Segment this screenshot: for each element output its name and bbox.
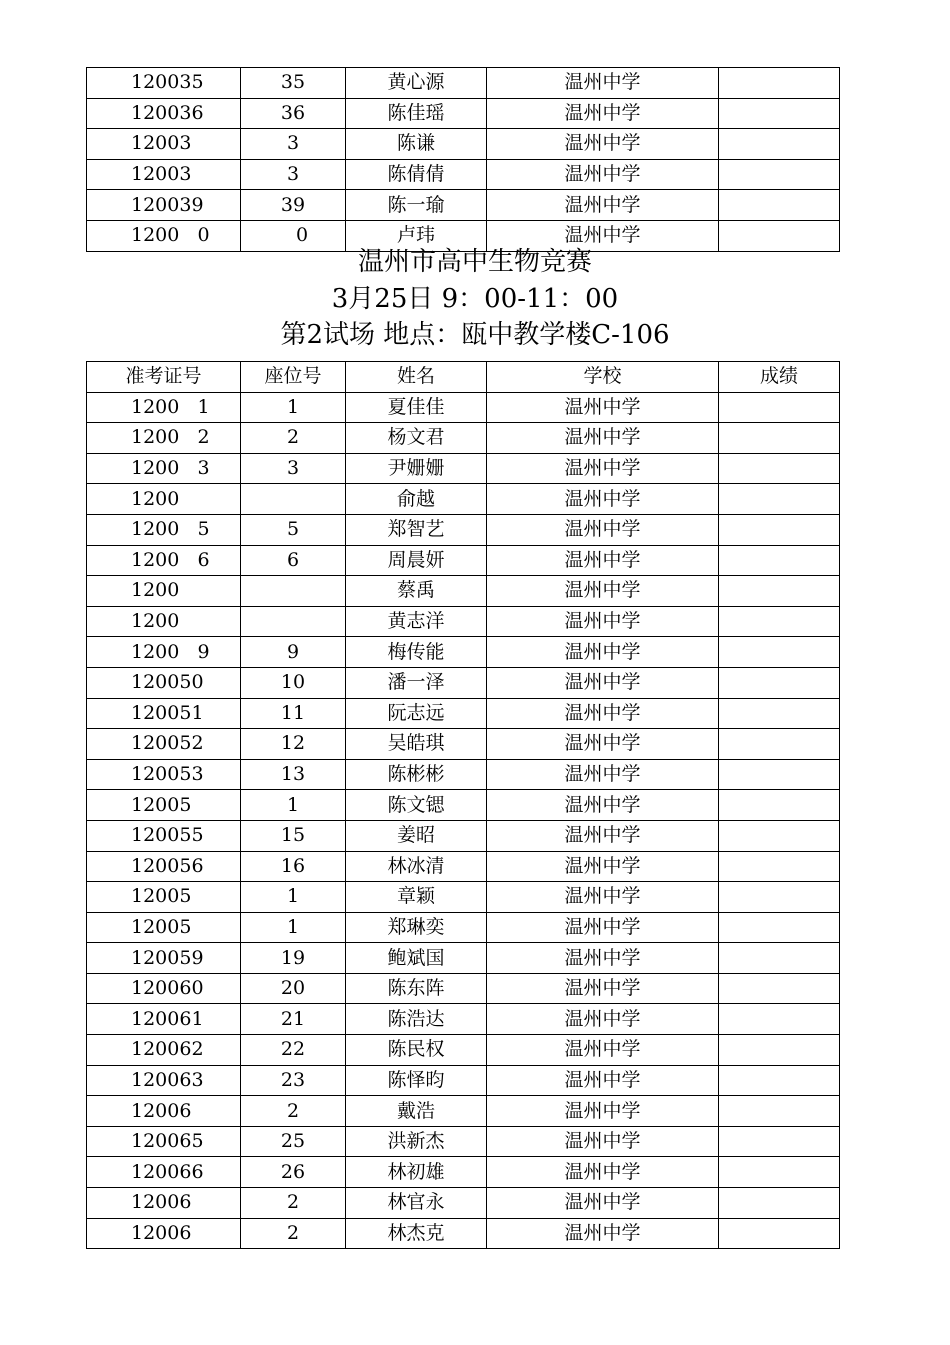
table-row <box>87 1126 840 1157</box>
exam-id-cell: 120055 <box>87 820 241 851</box>
score-cell <box>719 790 840 821</box>
header-seat-number: 座位号 <box>241 362 346 393</box>
student-name-cell: 郑智艺 <box>346 514 487 545</box>
school-cell: 温州中学 <box>487 637 719 668</box>
table-row <box>87 790 840 821</box>
exam-id-cell: 120036 <box>87 98 241 129</box>
header-score: 成绩 <box>719 362 840 393</box>
student-name-cell: 蔡禹 <box>346 576 487 607</box>
seat-number-cell: 3 <box>241 453 346 484</box>
school-cell: 温州中学 <box>487 1065 719 1096</box>
seat-number-cell: 10 <box>241 667 346 698</box>
school-cell: 温州中学 <box>487 1218 719 1249</box>
school-cell: 温州中学 <box>487 1096 719 1127</box>
school-cell: 温州中学 <box>487 698 719 729</box>
exam-id-cell: 12005 <box>87 882 241 913</box>
competition-title: 温州市高中生物竞赛 <box>357 247 592 277</box>
seat-number-cell <box>241 484 346 515</box>
school-cell: 温州中学 <box>487 1004 719 1035</box>
seat-number-cell: 19 <box>241 943 346 974</box>
student-name-cell: 陈文锶 <box>346 790 487 821</box>
exam-id-cell: 1200 0 <box>87 220 241 251</box>
student-name-cell: 黄心源 <box>346 68 487 99</box>
student-name-cell: 黄志洋 <box>346 606 487 637</box>
school-cell: 温州中学 <box>487 68 719 99</box>
table-row <box>87 882 840 913</box>
seat-number-cell: 2 <box>241 1218 346 1249</box>
seat-number-cell: 13 <box>241 759 346 790</box>
table-row <box>87 667 840 698</box>
school-cell: 温州中学 <box>487 392 719 423</box>
table-row <box>87 943 840 974</box>
student-name-cell: 林杰克 <box>346 1218 487 1249</box>
score-cell <box>719 392 840 423</box>
seat-number-cell: 9 <box>241 637 346 668</box>
score-cell <box>719 637 840 668</box>
score-cell <box>719 759 840 790</box>
seat-number-cell: 0 <box>241 220 346 251</box>
student-name-cell: 陈民权 <box>346 1035 487 1066</box>
score-cell <box>719 220 840 251</box>
exam-room-2-roster-table <box>86 361 840 1249</box>
exam-id-cell: 120056 <box>87 851 241 882</box>
school-cell: 温州中学 <box>487 882 719 913</box>
exam-id-cell: 120050 <box>87 667 241 698</box>
table-row <box>87 637 840 668</box>
exam-id-cell: 1200 6 <box>87 545 241 576</box>
score-cell <box>719 973 840 1004</box>
exam-id-cell: 1200 2 <box>87 423 241 454</box>
school-cell: 温州中学 <box>487 220 719 251</box>
student-name-cell: 洪新杰 <box>346 1126 487 1157</box>
school-cell: 温州中学 <box>487 1157 719 1188</box>
exam-time: 3月25日 9：00-11：00 <box>331 284 619 314</box>
table-row <box>87 392 840 423</box>
table-row <box>87 1157 840 1188</box>
seat-number-cell: 39 <box>241 190 346 221</box>
seat-number-cell <box>241 576 346 607</box>
score-cell <box>719 943 840 974</box>
score-cell <box>719 159 840 190</box>
exam-id-cell: 120061 <box>87 1004 241 1035</box>
exam-id-cell: 1200 <box>87 576 241 607</box>
student-name-cell: 姜昭 <box>346 820 487 851</box>
table-row <box>87 729 840 760</box>
exam-id-cell: 120063 <box>87 1065 241 1096</box>
student-name-cell: 俞越 <box>346 484 487 515</box>
exam-id-cell: 1200 <box>87 484 241 515</box>
school-cell: 温州中学 <box>487 667 719 698</box>
exam-id-cell: 120065 <box>87 1126 241 1157</box>
table-row <box>87 1218 840 1249</box>
student-name-cell: 陈倩倩 <box>346 159 487 190</box>
table-row <box>87 484 840 515</box>
table-row <box>87 1065 840 1096</box>
table-row <box>87 1035 840 1066</box>
exam-id-cell: 120066 <box>87 1157 241 1188</box>
exam-id-cell: 12006 <box>87 1188 241 1219</box>
school-cell: 温州中学 <box>487 1035 719 1066</box>
header-exam-id: 准考证号 <box>87 362 241 393</box>
exam-id-cell: 1200 <box>87 606 241 637</box>
table-row <box>87 1188 840 1219</box>
seat-number-cell <box>241 606 346 637</box>
score-cell <box>719 912 840 943</box>
student-name-cell: 陈一瑜 <box>346 190 487 221</box>
school-cell: 温州中学 <box>487 973 719 1004</box>
seat-number-cell: 6 <box>241 545 346 576</box>
school-cell: 温州中学 <box>487 423 719 454</box>
student-name-cell: 夏佳佳 <box>346 392 487 423</box>
seat-number-cell: 21 <box>241 1004 346 1035</box>
table-row <box>87 1004 840 1035</box>
score-cell <box>719 576 840 607</box>
score-cell <box>719 820 840 851</box>
table-row <box>87 423 840 454</box>
seat-number-cell: 1 <box>241 790 346 821</box>
student-name-cell: 陈彬彬 <box>346 759 487 790</box>
student-name-cell: 卢玮 <box>346 220 487 251</box>
seat-number-cell: 36 <box>241 98 346 129</box>
student-name-cell: 陈怿昀 <box>346 1065 487 1096</box>
seat-number-cell: 15 <box>241 820 346 851</box>
student-name-cell: 陈东阵 <box>346 973 487 1004</box>
score-cell <box>719 1004 840 1035</box>
exam-id-cell: 12005 <box>87 912 241 943</box>
seat-number-cell: 2 <box>241 1096 346 1127</box>
table-row <box>87 68 840 99</box>
school-cell: 温州中学 <box>487 453 719 484</box>
school-cell: 温州中学 <box>487 129 719 160</box>
exam-id-cell: 120053 <box>87 759 241 790</box>
score-cell <box>719 1035 840 1066</box>
seat-number-cell: 2 <box>241 1188 346 1219</box>
exam-id-cell: 1200 9 <box>87 637 241 668</box>
score-cell <box>719 1218 840 1249</box>
table-header-row <box>87 362 840 393</box>
score-cell <box>719 882 840 913</box>
seat-number-cell: 23 <box>241 1065 346 1096</box>
score-cell <box>719 514 840 545</box>
exam-id-cell: 120051 <box>87 698 241 729</box>
student-name-cell: 林冰清 <box>346 851 487 882</box>
exam-room-and-location: 第2试场 地点：瓯中教学楼C-106 <box>280 320 670 350</box>
seat-number-cell: 35 <box>241 68 346 99</box>
student-name-cell: 陈佳瑶 <box>346 98 487 129</box>
score-cell <box>719 1157 840 1188</box>
previous-room-table-continuation <box>86 67 840 252</box>
score-cell <box>719 606 840 637</box>
seat-number-cell: 1 <box>241 392 346 423</box>
exam-id-cell: 120062 <box>87 1035 241 1066</box>
student-name-cell: 郑琳奕 <box>346 912 487 943</box>
seat-number-cell: 26 <box>241 1157 346 1188</box>
seat-number-cell: 1 <box>241 882 346 913</box>
seat-number-cell: 25 <box>241 1126 346 1157</box>
header-name: 姓名 <box>346 362 487 393</box>
table-row <box>87 453 840 484</box>
seat-number-cell: 12 <box>241 729 346 760</box>
exam-id-cell: 12003 <box>87 129 241 160</box>
seat-number-cell: 16 <box>241 851 346 882</box>
exam-id-cell: 12006 <box>87 1096 241 1127</box>
student-name-cell: 吴皓琪 <box>346 729 487 760</box>
school-cell: 温州中学 <box>487 943 719 974</box>
student-name-cell: 尹姗姗 <box>346 453 487 484</box>
exam-id-cell: 120039 <box>87 190 241 221</box>
student-name-cell: 鲍斌国 <box>346 943 487 974</box>
student-name-cell: 林官永 <box>346 1188 487 1219</box>
seat-number-cell: 20 <box>241 973 346 1004</box>
exam-id-cell: 12003 <box>87 159 241 190</box>
table-row <box>87 759 840 790</box>
table-row <box>87 98 840 129</box>
seat-number-cell: 22 <box>241 1035 346 1066</box>
score-cell <box>719 190 840 221</box>
exam-id-cell: 1200 1 <box>87 392 241 423</box>
student-name-cell: 阮志远 <box>346 698 487 729</box>
exam-id-cell: 120059 <box>87 943 241 974</box>
school-cell: 温州中学 <box>487 1188 719 1219</box>
student-name-cell: 陈谦 <box>346 129 487 160</box>
seat-number-cell: 5 <box>241 514 346 545</box>
school-cell: 温州中学 <box>487 729 719 760</box>
seat-number-cell: 3 <box>241 159 346 190</box>
table-row <box>87 698 840 729</box>
score-cell <box>719 68 840 99</box>
school-cell: 温州中学 <box>487 606 719 637</box>
score-cell <box>719 1188 840 1219</box>
score-cell <box>719 545 840 576</box>
student-name-cell: 梅传能 <box>346 637 487 668</box>
table-row <box>87 514 840 545</box>
school-cell: 温州中学 <box>487 514 719 545</box>
school-cell: 温州中学 <box>487 759 719 790</box>
score-cell <box>719 1126 840 1157</box>
student-name-cell: 周晨妍 <box>346 545 487 576</box>
school-cell: 温州中学 <box>487 790 719 821</box>
score-cell <box>719 129 840 160</box>
exam-id-cell: 1200 3 <box>87 453 241 484</box>
school-cell: 温州中学 <box>487 190 719 221</box>
student-name-cell: 章颖 <box>346 882 487 913</box>
school-cell: 温州中学 <box>487 576 719 607</box>
table-row <box>87 576 840 607</box>
exam-id-cell: 12006 <box>87 1218 241 1249</box>
table-row <box>87 973 840 1004</box>
score-cell <box>719 484 840 515</box>
score-cell <box>719 698 840 729</box>
table-row <box>87 190 840 221</box>
score-cell <box>719 851 840 882</box>
school-cell: 温州中学 <box>487 159 719 190</box>
student-name-cell: 戴浩 <box>346 1096 487 1127</box>
school-cell: 温州中学 <box>487 98 719 129</box>
school-cell: 温州中学 <box>487 851 719 882</box>
score-cell <box>719 453 840 484</box>
score-cell <box>719 1096 840 1127</box>
seat-number-cell: 11 <box>241 698 346 729</box>
exam-id-cell: 12005 <box>87 790 241 821</box>
student-name-cell: 杨文君 <box>346 423 487 454</box>
exam-id-cell: 120052 <box>87 729 241 760</box>
student-name-cell: 林初雄 <box>346 1157 487 1188</box>
school-cell: 温州中学 <box>487 820 719 851</box>
header-school: 学校 <box>487 362 719 393</box>
seat-number-cell: 2 <box>241 423 346 454</box>
table-row <box>87 820 840 851</box>
exam-id-cell: 120035 <box>87 68 241 99</box>
student-name-cell: 潘一泽 <box>346 667 487 698</box>
score-cell <box>719 729 840 760</box>
school-cell: 温州中学 <box>487 545 719 576</box>
score-cell <box>719 423 840 454</box>
seat-number-cell: 3 <box>241 129 346 160</box>
seat-number-cell: 1 <box>241 912 346 943</box>
table-row <box>87 129 840 160</box>
student-name-cell: 陈浩达 <box>346 1004 487 1035</box>
table-row <box>87 912 840 943</box>
table-row <box>87 159 840 190</box>
score-cell <box>719 667 840 698</box>
table-row <box>87 606 840 637</box>
table-row <box>87 1096 840 1127</box>
school-cell: 温州中学 <box>487 912 719 943</box>
score-cell <box>719 98 840 129</box>
exam-id-cell: 1200 5 <box>87 514 241 545</box>
school-cell: 温州中学 <box>487 484 719 515</box>
table-row <box>87 545 840 576</box>
exam-id-cell: 120060 <box>87 973 241 1004</box>
score-cell <box>719 1065 840 1096</box>
table-row <box>87 851 840 882</box>
school-cell: 温州中学 <box>487 1126 719 1157</box>
